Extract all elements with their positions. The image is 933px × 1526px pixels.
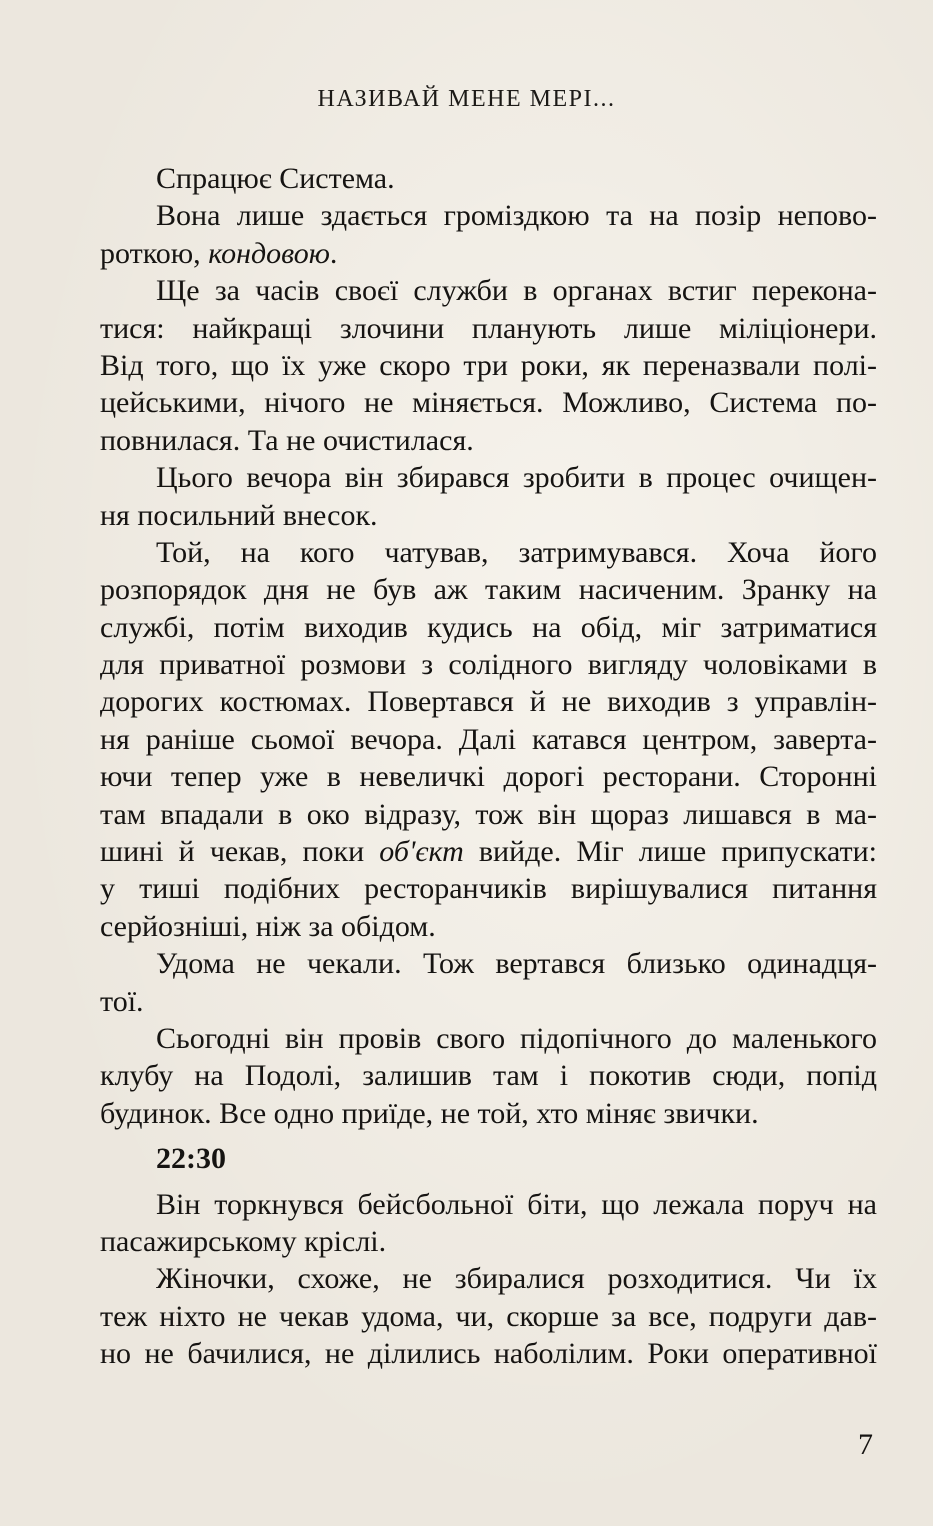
spacer — [100, 1178, 877, 1186]
text-line: для приватної розмови з солідного вигляду чоловіками в — [100, 648, 877, 682]
text-line: Сьогодні він провів свого підопічного до маленького — [156, 1021, 877, 1055]
text-line: Ще за часів своєї служби в органах встиг перекона- — [156, 274, 877, 308]
text-line: теж ніхто не чекав удома, чи, скорше за все, подруги дав- — [100, 1299, 877, 1333]
text-line: тої. — [100, 984, 144, 1018]
text-line: там впадали в око відразу, тож він щораз лишався в ма- — [100, 797, 877, 831]
text-line: Жіночки, схоже, не збиралися розходитися. Чи їх — [156, 1262, 877, 1296]
text-line: Вона лише здається громіздкою та на позір непово- — [156, 199, 877, 233]
text-line: Від того, що їх уже скоро три роки, як переназвали полі- — [100, 348, 877, 382]
text-line: серйозніші, ніж за обідом. — [100, 909, 436, 943]
italic-word: об'єкт — [379, 835, 464, 869]
text-line: Він торкнувся бейсбольної біти, що лежала поруч на — [156, 1187, 877, 1221]
text-line: Спрацює Система. — [156, 162, 395, 195]
text-line: но не бачилися, не ділились наболілим. Роки оперативної — [100, 1337, 877, 1371]
text-line: дорогих костюмах. Повертався й не виходив з управлін- — [100, 685, 877, 719]
paragraphs-after-heading — [100, 1186, 877, 1373]
text-line: шині й чекав, поки об'єкт вийде. Міг лише припускати: — [100, 835, 877, 869]
body-text — [100, 160, 877, 1373]
text-line: Цього вечора він збирався зробити в процес очищен- — [156, 461, 877, 495]
paragraphs-before-heading — [100, 160, 877, 1132]
text-line: службі, потім виходив кудись на обід, міг затриматися — [100, 610, 877, 644]
text-line: тися: найкращі злочини планують лише міліціонери. — [100, 311, 877, 345]
text-line: будинок. Все одно приїде, не той, хто міняє звички. — [100, 1096, 759, 1130]
text-line: ня посильний внесок. — [100, 498, 378, 532]
text-line: ючи тепер уже в невеличкі дорогі ресторани. Сторонні — [100, 760, 877, 794]
text-line: повнилася. Та не очистилася. — [100, 423, 474, 457]
page-number: 7 — [858, 1428, 873, 1461]
spacer — [100, 1132, 877, 1140]
text-line: у тиші подібних ресторанчиків вирішувалися питання — [100, 872, 877, 906]
text-line: цейськими, нічого не міняється. Можливо, Система по- — [100, 386, 877, 420]
text-line: клубу на Подолі, залишив там і покотив сюди, попід — [100, 1059, 877, 1093]
time-heading: 22:30 — [156, 1142, 226, 1176]
italic-word: кондовою — [208, 236, 330, 270]
text-line: пасажирському кріслі. — [100, 1224, 387, 1258]
text-line: розпорядок дня не був аж таким насиченим. Зранку на — [100, 573, 877, 607]
text-line: Удома не чекали. Тож вертався близько одинадця- — [156, 947, 877, 981]
running-head: НАЗИВАЙ МЕНЕ МЕРІ... — [317, 86, 616, 112]
text-line: ня раніше сьомої вечора. Далі катався центром, заверта- — [100, 722, 877, 756]
text-line: Той, на кого чатував, затримувався. Хоча його — [156, 535, 877, 569]
text-line: роткою, кондовою. — [100, 236, 338, 270]
